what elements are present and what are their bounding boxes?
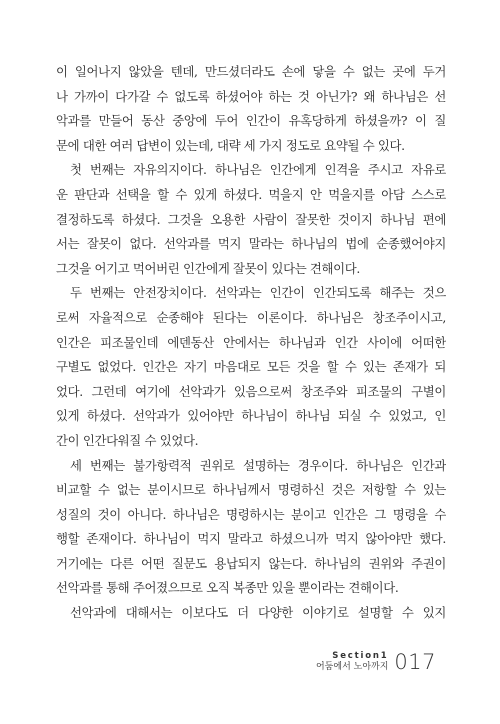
text-line: 인간은 피조물인데 에덴동산 안에서는 하나님과 인간 사이에 어떠한 [56,334,446,350]
text-line: 로써 자율적으로 순종해야 된다는 이론이다. 하나님은 창조주이시고, [56,309,446,325]
text-line: 선악과를 통해 주어졌으므로 오직 복종만 있을 뿐이라는 견해이다. [56,580,399,596]
paragraph-closing [56,601,446,626]
chapter-title: 어둠에서 노아까지 [315,662,389,672]
text-line: 었다. 그런데 여기에 선악과가 있음으로써 창조주와 피조물의 구별이 [56,383,446,399]
paragraph-irresistible-authority [56,454,446,602]
text-line: 간이 인간다워질 수 있었다. [56,432,199,448]
text-line: 거기에는 다른 어떤 질문도 용납되지 않는다. 하나님의 권위와 주권이 [56,555,446,571]
page-number: 017 [394,650,436,674]
text-line: 세 번째는 불가항력적 권위로 설명하는 경우이다. 하나님은 인간과 [70,457,446,473]
text-line: 결정하도록 하셨다. 그것을 오용한 사람이 잘못한 것이지 하나님 편에 [56,211,446,227]
section-label: Section1 [332,651,389,661]
text-line: 두 번째는 안전장치이다. 선악과는 인간이 인간되도록 해주는 것으 [70,285,446,301]
text-line: 문에 대한 여러 답변이 있는데, 대략 세 가지 정도로 요약될 수 있다. [56,137,405,153]
text-line: 선악과에 대해서는 이보다도 더 다양한 이야기로 설명할 수 있지 [70,605,446,621]
text-line: 나 가까이 다가갈 수 없도록 하셨어야 하는 것 아닌가? 왜 하나님은 선 [56,88,446,104]
body-text [56,60,446,626]
text-line: 있게 하셨다. 선악과가 있어야만 하나님이 하나님 되실 수 있었고, 인 [56,408,446,424]
text-line: 첫 번째는 자유의지이다. 하나님은 인간에게 인격을 주시고 자유로 [70,162,446,178]
text-line: 행할 존재이다. 하나님이 먹지 말라고 하셨으니까 먹지 않아야만 했다. [56,531,446,547]
paragraph-intro-continuation [56,60,446,158]
paragraph-free-will [56,158,446,281]
text-line: 이 일어나지 않았을 텐데, 만드셨더라도 손에 닿을 수 없는 곳에 두거 [56,64,446,79]
page-footer [316,651,436,673]
text-line: 비교할 수 없는 분이시므로 하나님께서 명령하신 것은 저항할 수 있는 [56,482,446,498]
text-line: 서는 잘못이 없다. 선악과를 먹지 말라는 하나님의 법에 순종했어야지 [56,236,446,252]
paragraph-safety-device [56,281,446,453]
text-line: 악과를 만들어 동산 중앙에 두어 인간이 유혹당하게 하셨을까? 이 질 [56,113,446,129]
text-line: 운 판단과 선택을 할 수 있게 하셨다. 먹을지 안 먹을지를 아담 스스로 [56,186,446,202]
text-line: 그것을 어기고 먹어버린 인간에게 잘못이 있다는 견해이다. [56,260,360,276]
text-line: 구별도 없었다. 인간은 자기 마음대로 모든 것을 할 수 있는 존재가 되 [56,359,446,375]
text-line: 성질의 것이 아니다. 하나님은 명령하시는 분이고 인간은 그 명령을 수 [56,506,446,522]
footer-labels [316,651,388,673]
